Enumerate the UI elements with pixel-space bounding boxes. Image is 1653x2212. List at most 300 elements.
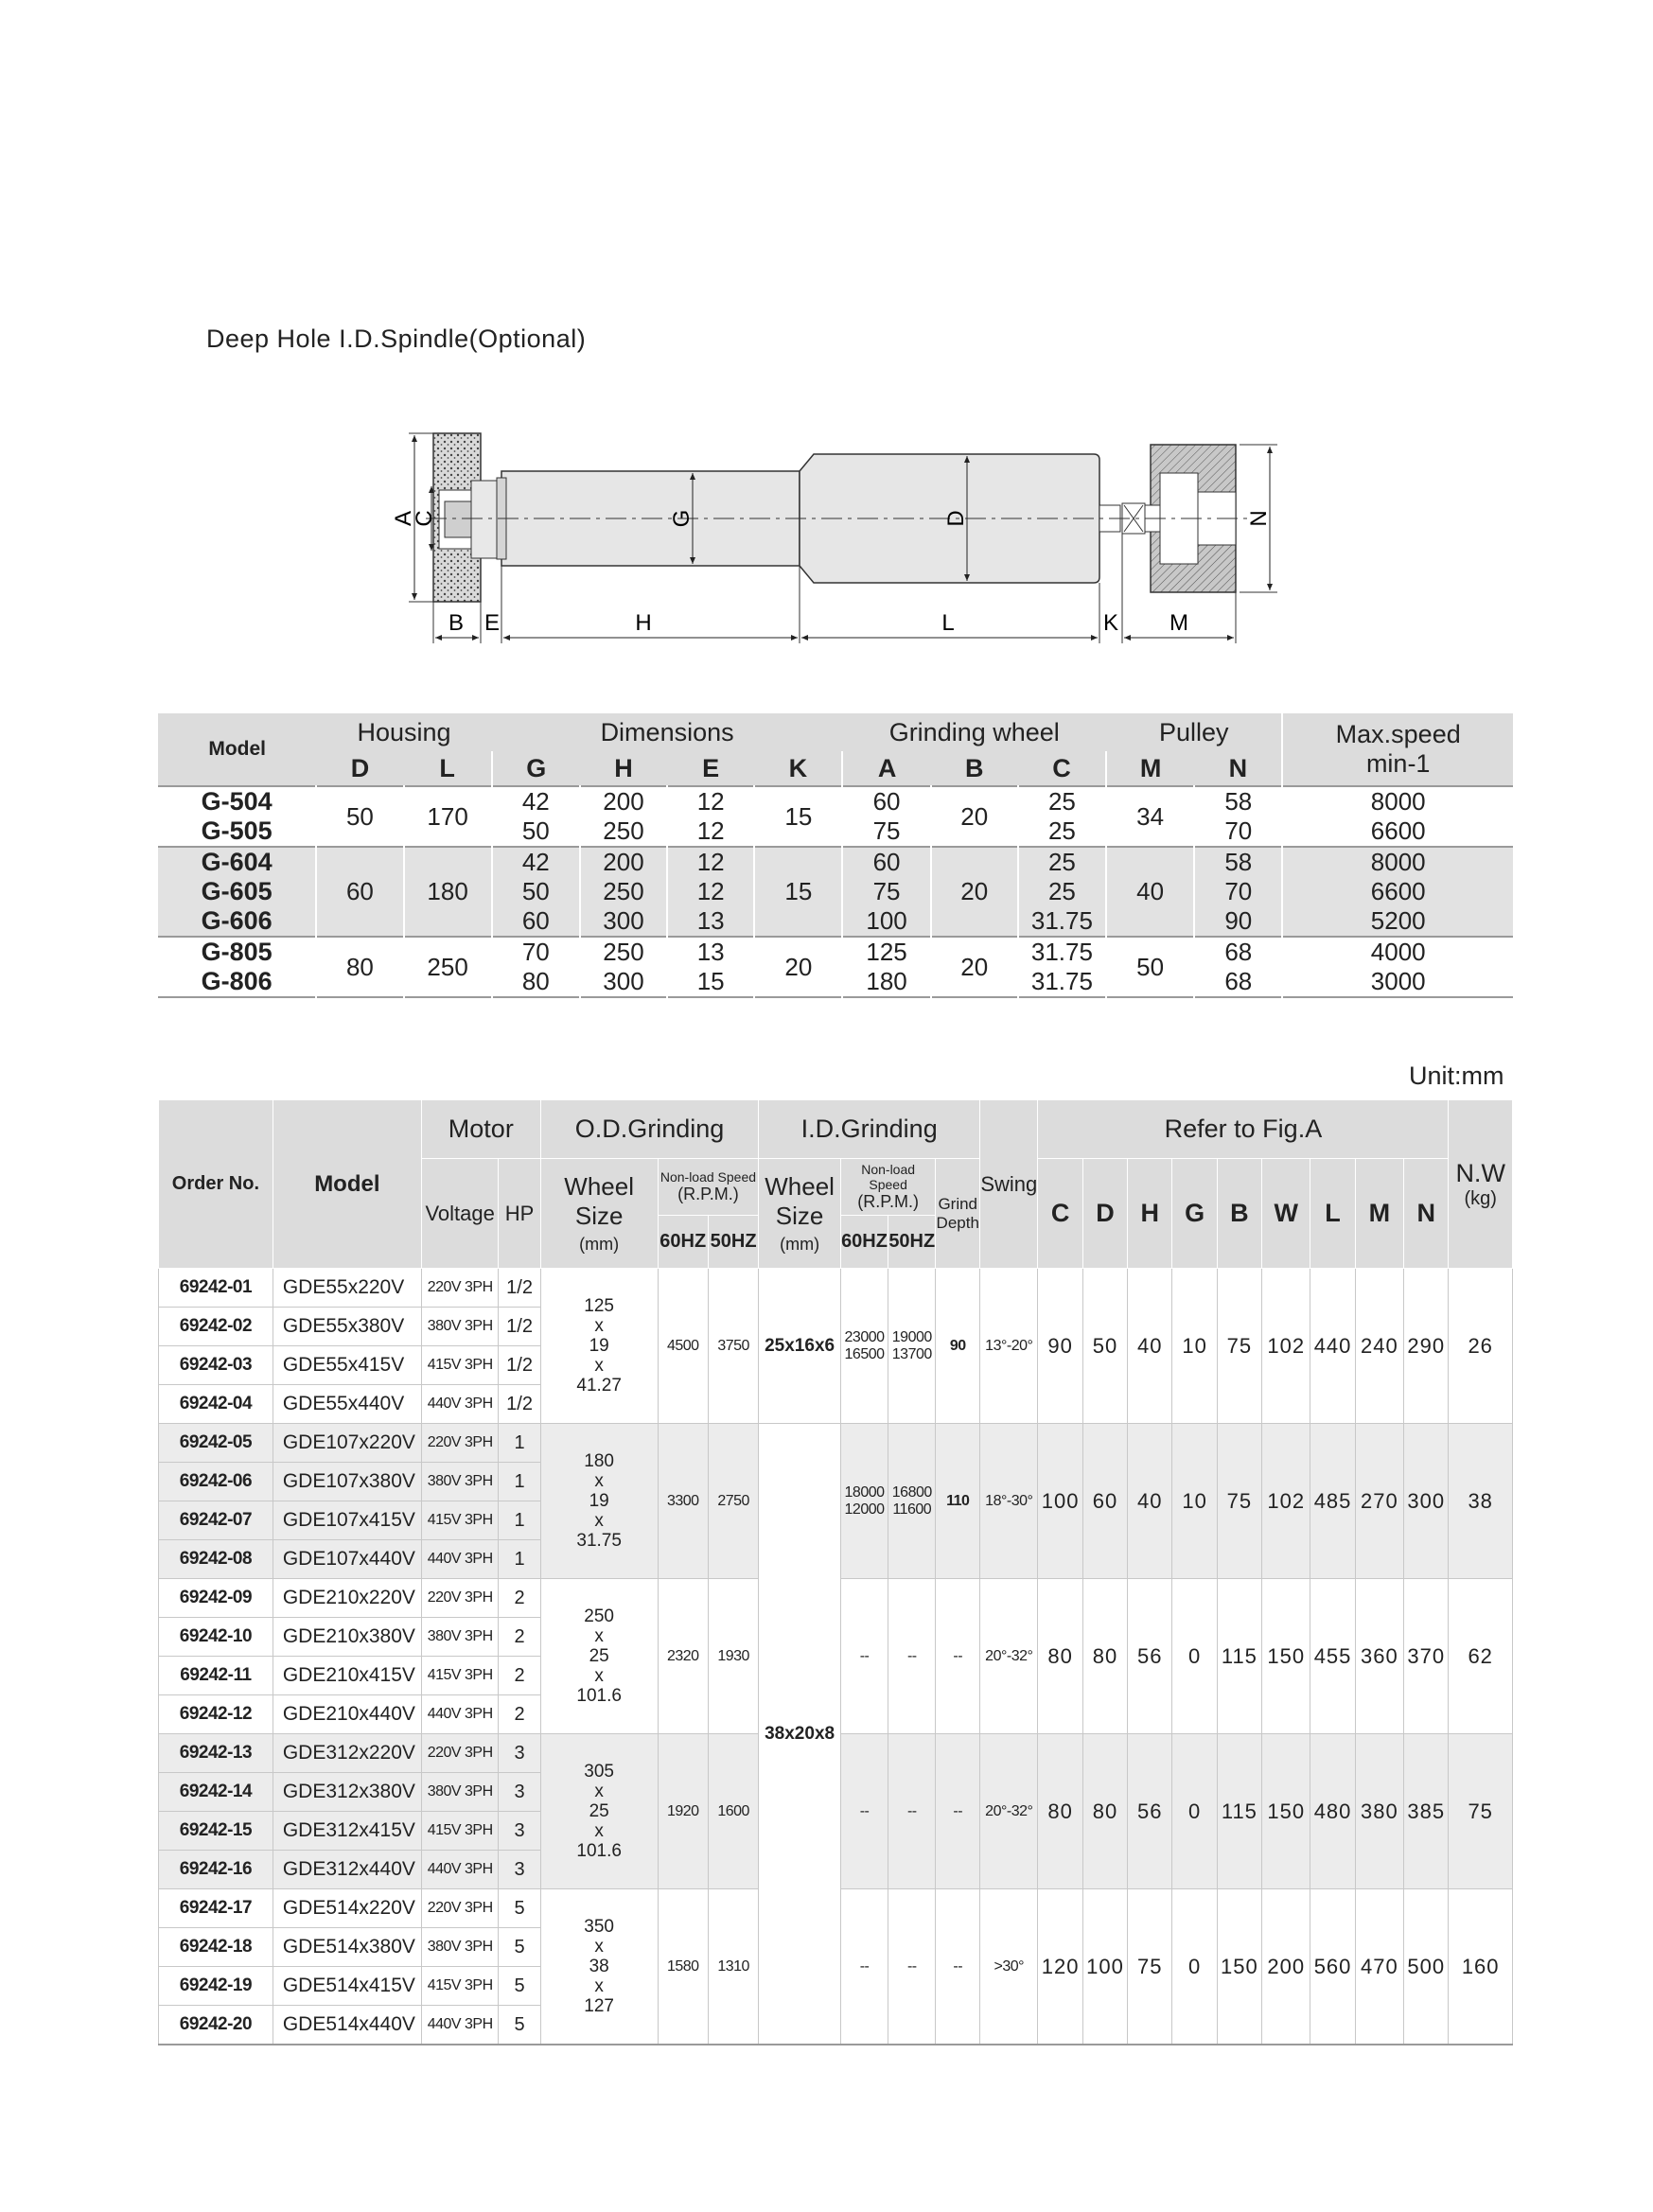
fig-h: 56 <box>1128 1734 1172 1889</box>
fig-m: 470 <box>1355 1889 1403 2045</box>
od-wheel-part: 305 <box>584 1762 614 1782</box>
voltage: 380V 3PH <box>421 1773 499 1812</box>
od-60hz: 3300 <box>658 1424 708 1579</box>
id-60hz <box>840 1734 888 1889</box>
speed-value: 4000 <box>1370 938 1426 966</box>
od-60hz: 4500 <box>658 1269 708 1424</box>
id-60hz-value: -- <box>859 1647 870 1664</box>
id-60hz-value: 16500 <box>844 1345 885 1362</box>
C-value: 31.75 <box>1030 906 1093 935</box>
order-no: 69242-12 <box>159 1695 273 1734</box>
wheel-c <box>1018 786 1106 847</box>
speed-value: 5200 <box>1370 906 1426 935</box>
fig-col-d: D <box>1082 1159 1127 1269</box>
G-value: 80 <box>521 967 550 995</box>
swing: 13°-20° <box>980 1269 1038 1424</box>
H-value: 300 <box>603 967 644 995</box>
C-value: 25 <box>1047 816 1076 845</box>
col-motor: Motor <box>421 1100 540 1159</box>
pulley-m-value: 34 <box>1136 801 1165 831</box>
id-50hz-value: -- <box>906 1957 917 1975</box>
id-60hz-value: -- <box>859 1957 870 1975</box>
model-name: GDE514x415V <box>273 1967 421 2006</box>
col-id-grinding: I.D.Grinding <box>759 1100 980 1159</box>
fig-b: 150 <box>1217 1889 1261 2045</box>
dim-label-b: B <box>448 610 465 636</box>
model-name: GDE210x220V <box>273 1579 421 1618</box>
order-no: 69242-14 <box>159 1773 273 1812</box>
pulley-n <box>1194 937 1282 997</box>
E-value: 15 <box>696 967 725 995</box>
A-value: 100 <box>866 906 907 935</box>
dim-label-k: K <box>1102 610 1119 636</box>
grind-depth: -- <box>936 1579 980 1734</box>
spec-group <box>158 786 1513 847</box>
col-k: K <box>754 751 842 786</box>
E-value: 12 <box>696 848 725 876</box>
dim-k-value: 15 <box>784 801 813 831</box>
dim-label-g: G <box>669 509 695 528</box>
od-wheel-part: x <box>594 1782 604 1801</box>
order-no: 69242-19 <box>159 1967 273 2006</box>
housing-l-value: 170 <box>427 801 468 831</box>
order-no: 69242-04 <box>159 1385 273 1424</box>
model-name: GDE210x440V <box>273 1695 421 1734</box>
od-50hz: 1310 <box>708 1889 758 2045</box>
grind-depth: -- <box>936 1734 980 1889</box>
fig-g: 10 <box>1172 1269 1217 1424</box>
housing-d <box>316 937 403 997</box>
hp: 5 <box>499 1928 540 1967</box>
od-wheel-part: 125 <box>584 1296 614 1316</box>
H-value: 250 <box>603 816 644 845</box>
col-d: D <box>316 751 403 786</box>
model-name: GDE107x220V <box>273 1424 421 1463</box>
order-no: 69242-20 <box>159 2006 273 2045</box>
od-60hz: 1920 <box>658 1734 708 1889</box>
hp: 1 <box>499 1501 540 1540</box>
model-name: G-604 <box>201 848 273 876</box>
model-name: GDE55x415V <box>273 1346 421 1385</box>
fig-h: 40 <box>1128 1424 1172 1579</box>
model-name: GDE107x415V <box>273 1501 421 1540</box>
max-speed <box>1282 937 1513 997</box>
col-order-no: Order No. <box>159 1100 273 1269</box>
col-od-grinding: O.D.Grinding <box>540 1100 759 1159</box>
od-wheel-part: 31.75 <box>576 1531 622 1551</box>
voltage: 415V 3PH <box>421 1812 499 1851</box>
H-value: 250 <box>603 938 644 966</box>
id-60hz-value: 18000 <box>844 1483 885 1501</box>
id-50hz-value: 19000 <box>891 1328 932 1345</box>
order-no: 69242-06 <box>159 1463 273 1501</box>
fig-col-l: L <box>1310 1159 1355 1269</box>
model-name: GDE514x440V <box>273 2006 421 2045</box>
N-value: 58 <box>1224 848 1253 876</box>
fig-col-g: G <box>1172 1159 1217 1269</box>
hp: 3 <box>499 1851 540 1889</box>
model-name: GDE55x440V <box>273 1385 421 1424</box>
order-no: 69242-08 <box>159 1540 273 1579</box>
order-no: 69242-05 <box>159 1424 273 1463</box>
fig-n: 300 <box>1404 1424 1449 1579</box>
voltage: 440V 3PH <box>421 2006 499 2045</box>
G-value: 70 <box>521 938 550 966</box>
col-refer-fig-a: Refer to Fig.A <box>1038 1100 1449 1159</box>
H-value: 250 <box>603 877 644 905</box>
pulley-m <box>1106 847 1194 937</box>
order-no: 69242-13 <box>159 1734 273 1773</box>
C-value: 31.75 <box>1030 938 1093 966</box>
fig-c: 100 <box>1038 1424 1082 1579</box>
C-value: 25 <box>1047 787 1076 816</box>
spec-group <box>158 847 1513 937</box>
model-name: GDE107x380V <box>273 1463 421 1501</box>
od-wheel-part: 25 <box>589 1801 609 1821</box>
H-value: 200 <box>603 848 644 876</box>
dim-k <box>754 937 842 997</box>
col-swing: Swing <box>980 1100 1038 1269</box>
fig-h: 40 <box>1128 1269 1172 1424</box>
dim-label-c: C <box>412 510 437 527</box>
speed-value: 6600 <box>1370 816 1426 845</box>
hp: 5 <box>499 2006 540 2045</box>
E-value: 12 <box>696 816 725 845</box>
E-value: 12 <box>696 787 725 816</box>
id-wheel-size: 25x16x6 <box>759 1269 841 1424</box>
hp: 5 <box>499 1889 540 1928</box>
model-name: GDE210x415V <box>273 1657 421 1695</box>
housing-d-value: 80 <box>345 952 374 981</box>
fig-g: 0 <box>1172 1889 1217 2045</box>
order-no: 69242-02 <box>159 1308 273 1346</box>
fig-d: 80 <box>1082 1579 1127 1734</box>
pulley-m <box>1106 937 1194 997</box>
model-name: G-605 <box>201 877 273 905</box>
fig-n: 290 <box>1404 1269 1449 1424</box>
N-value: 68 <box>1224 938 1253 966</box>
dim-g <box>492 786 580 847</box>
unit-label: Unit:mm <box>1409 1062 1504 1090</box>
order-no: 69242-17 <box>159 1889 273 1928</box>
C-value: 25 <box>1047 848 1076 876</box>
A-value: 180 <box>866 967 907 995</box>
voltage: 415V 3PH <box>421 1501 499 1540</box>
N-value: 68 <box>1224 967 1253 995</box>
voltage: 440V 3PH <box>421 1695 499 1734</box>
fig-n: 370 <box>1404 1579 1449 1734</box>
od-wheel-part: 180 <box>584 1451 614 1471</box>
dim-label-m: M <box>1169 610 1188 636</box>
net-weight: 160 <box>1449 1889 1513 2045</box>
G-value: 60 <box>521 906 550 935</box>
model-cell <box>158 786 316 847</box>
E-value: 13 <box>696 906 725 935</box>
order-no: 69242-11 <box>159 1657 273 1695</box>
od-wheel-part: x <box>594 1316 604 1336</box>
page-title: Deep Hole I.D.Spindle(Optional) <box>206 325 587 353</box>
model-name: GDE312x415V <box>273 1812 421 1851</box>
od-wheel-size <box>540 1579 658 1734</box>
col-voltage: Voltage <box>421 1159 499 1269</box>
dim-e <box>667 937 754 997</box>
hp: 1/2 <box>499 1308 540 1346</box>
hp: 3 <box>499 1773 540 1812</box>
fig-d: 50 <box>1082 1269 1127 1424</box>
fig-l: 455 <box>1310 1579 1355 1734</box>
speed-value: 6600 <box>1370 877 1426 905</box>
od-wheel-size <box>540 1269 658 1424</box>
wheel-a <box>842 937 930 997</box>
N-value: 70 <box>1224 877 1253 905</box>
od-50hz: 1930 <box>708 1579 758 1734</box>
N-value: 70 <box>1224 816 1253 845</box>
od-wheel-part: x <box>594 1356 604 1376</box>
wheel-b-value: 20 <box>960 801 989 831</box>
od-60hz: 1580 <box>658 1889 708 2045</box>
wheel-b <box>931 786 1018 847</box>
fig-col-c: C <box>1038 1159 1082 1269</box>
id-50hz-value: -- <box>906 1802 917 1819</box>
voltage: 380V 3PH <box>421 1463 499 1501</box>
H-value: 200 <box>603 787 644 816</box>
fig-w: 102 <box>1262 1424 1310 1579</box>
col-od-50hz: 50HZ <box>708 1216 758 1269</box>
model-name: GDE312x440V <box>273 1851 421 1889</box>
od-50hz: 1600 <box>708 1734 758 1889</box>
fig-col-h: H <box>1128 1159 1172 1269</box>
fig-c: 120 <box>1038 1889 1082 2045</box>
col-id-60hz: 60HZ <box>840 1216 888 1269</box>
voltage: 415V 3PH <box>421 1346 499 1385</box>
dim-e <box>667 786 754 847</box>
wheel-b-value: 20 <box>960 952 989 981</box>
od-wheel-part: 350 <box>584 1917 614 1937</box>
dim-k <box>754 847 842 937</box>
od-wheel-part: x <box>594 1471 604 1491</box>
order-row <box>159 1269 1513 1308</box>
voltage: 380V 3PH <box>421 1308 499 1346</box>
fig-d: 100 <box>1082 1889 1127 2045</box>
voltage: 440V 3PH <box>421 1851 499 1889</box>
hp: 2 <box>499 1695 540 1734</box>
od-wheel-part: x <box>594 1937 604 1957</box>
id-50hz-value: 11600 <box>892 1501 932 1518</box>
G-value: 50 <box>521 816 550 845</box>
fig-d: 80 <box>1082 1734 1127 1889</box>
net-weight: 62 <box>1449 1579 1513 1734</box>
voltage: 380V 3PH <box>421 1928 499 1967</box>
col-m: M <box>1106 751 1194 786</box>
fig-l: 440 <box>1310 1269 1355 1424</box>
id-50hz <box>888 1889 936 2045</box>
od-50hz: 3750 <box>708 1269 758 1424</box>
od-wheel-part: 127 <box>584 1996 614 2016</box>
swing: 20°-32° <box>980 1579 1038 1734</box>
housing-l <box>404 847 492 937</box>
col-model: Model <box>158 713 316 786</box>
grind-depth: 110 <box>936 1424 980 1579</box>
dim-h <box>580 937 667 997</box>
fig-n: 385 <box>1404 1734 1449 1889</box>
spindle-drawing <box>350 407 1306 653</box>
col-pulley: Pulley <box>1106 713 1282 751</box>
hp: 5 <box>499 1967 540 2006</box>
hp: 2 <box>499 1579 540 1618</box>
id-50hz <box>888 1424 936 1579</box>
hp: 1/2 <box>499 1269 540 1308</box>
col-id-50hz: 50HZ <box>888 1216 936 1269</box>
col-b: B <box>931 751 1018 786</box>
col-h: H <box>580 751 667 786</box>
fig-l: 560 <box>1310 1889 1355 2045</box>
fig-d: 60 <box>1082 1424 1127 1579</box>
fig-w: 102 <box>1262 1269 1310 1424</box>
swing: 18°-30° <box>980 1424 1038 1579</box>
dim-label-d: D <box>943 510 969 527</box>
pulley-m-value: 50 <box>1136 952 1165 981</box>
fig-b: 75 <box>1217 1269 1261 1424</box>
order-no: 69242-09 <box>159 1579 273 1618</box>
H-value: 300 <box>603 906 644 935</box>
wheel-b <box>931 847 1018 937</box>
od-wheel-part: 25 <box>589 1646 609 1666</box>
E-value: 13 <box>696 938 725 966</box>
housing-d <box>316 786 403 847</box>
dim-label-n: N <box>1246 510 1272 527</box>
col-dimensions: Dimensions <box>492 713 843 751</box>
id-60hz <box>840 1269 888 1424</box>
G-value: 42 <box>521 787 550 816</box>
model-cell <box>158 847 316 937</box>
pulley-m-value: 40 <box>1136 877 1165 905</box>
fig-col-n: N <box>1404 1159 1449 1269</box>
fig-l: 480 <box>1310 1734 1355 1889</box>
col-c: C <box>1018 751 1106 786</box>
housing-l-value: 250 <box>427 952 468 981</box>
dim-k-value: 20 <box>784 952 813 981</box>
voltage: 415V 3PH <box>421 1967 499 2006</box>
hp: 1 <box>499 1540 540 1579</box>
A-value: 60 <box>872 787 901 816</box>
speed-value: 3000 <box>1370 967 1426 995</box>
col-grind-depth: Grind Depth <box>936 1159 980 1269</box>
housing-d-value: 50 <box>345 801 374 831</box>
voltage: 220V 3PH <box>421 1579 499 1618</box>
net-weight: 26 <box>1449 1269 1513 1424</box>
dim-e <box>667 847 754 937</box>
col-hp: HP <box>499 1159 540 1269</box>
dim-k <box>754 786 842 847</box>
net-weight: 75 <box>1449 1734 1513 1889</box>
model-name: G-504 <box>201 787 273 816</box>
fig-m: 270 <box>1355 1424 1403 1579</box>
C-value: 31.75 <box>1030 967 1093 995</box>
voltage: 220V 3PH <box>421 1424 499 1463</box>
fig-b: 75 <box>1217 1424 1261 1579</box>
model-cell <box>158 937 316 997</box>
wheel-b <box>931 937 1018 997</box>
fig-m: 360 <box>1355 1579 1403 1734</box>
fig-h: 56 <box>1128 1579 1172 1734</box>
grind-depth: -- <box>936 1889 980 2045</box>
order-no: 69242-07 <box>159 1501 273 1540</box>
voltage: 415V 3PH <box>421 1657 499 1695</box>
dim-label-h: H <box>635 610 652 636</box>
fig-w: 150 <box>1262 1734 1310 1889</box>
fig-g: 0 <box>1172 1734 1217 1889</box>
fig-n: 500 <box>1404 1889 1449 2045</box>
fig-b: 115 <box>1217 1734 1261 1889</box>
A-value: 125 <box>866 938 907 966</box>
model-name: GDE55x220V <box>273 1269 421 1308</box>
id-60hz-value: 12000 <box>844 1501 885 1518</box>
fig-b: 115 <box>1217 1579 1261 1734</box>
N-value: 90 <box>1224 906 1253 935</box>
speed-value: 8000 <box>1370 787 1426 816</box>
od-wheel-part: 101.6 <box>576 1841 622 1861</box>
od-wheel-part: 101.6 <box>576 1686 622 1706</box>
model-name: GDE210x380V <box>273 1618 421 1657</box>
col-a: A <box>842 751 930 786</box>
hp: 1/2 <box>499 1346 540 1385</box>
fig-w: 150 <box>1262 1579 1310 1734</box>
od-wheel-part: x <box>594 1511 604 1531</box>
spindle-spec-table <box>158 713 1513 998</box>
hp: 2 <box>499 1657 540 1695</box>
dim-label-a: A <box>391 510 416 527</box>
od-wheel-size <box>540 1424 658 1579</box>
voltage: 220V 3PH <box>421 1269 499 1308</box>
fig-m: 380 <box>1355 1734 1403 1889</box>
id-50hz-value: 16800 <box>891 1483 932 1501</box>
model-name: GDE514x220V <box>273 1889 421 1928</box>
od-50hz: 2750 <box>708 1424 758 1579</box>
id-60hz-value: -- <box>859 1802 870 1819</box>
id-60hz <box>840 1889 888 2045</box>
order-no: 69242-03 <box>159 1346 273 1385</box>
dim-g <box>492 847 580 937</box>
hp: 3 <box>499 1734 540 1773</box>
swing: >30° <box>980 1889 1038 2045</box>
voltage: 220V 3PH <box>421 1889 499 1928</box>
col-od-60hz: 60HZ <box>658 1216 708 1269</box>
grind-depth: 90 <box>936 1269 980 1424</box>
voltage: 380V 3PH <box>421 1618 499 1657</box>
col-housing: Housing <box>316 713 491 751</box>
fig-c: 80 <box>1038 1579 1082 1734</box>
model-name: G-805 <box>201 938 273 966</box>
C-value: 25 <box>1047 877 1076 905</box>
fig-l: 485 <box>1310 1424 1355 1579</box>
order-no: 69242-16 <box>159 1851 273 1889</box>
fig-c: 90 <box>1038 1269 1082 1424</box>
od-wheel-part: 19 <box>589 1336 609 1356</box>
model-name: G-606 <box>201 906 273 935</box>
E-value: 12 <box>696 877 725 905</box>
order-no: 69242-10 <box>159 1618 273 1657</box>
housing-l-value: 180 <box>427 877 468 905</box>
voltage: 440V 3PH <box>421 1540 499 1579</box>
fig-col-b: B <box>1217 1159 1261 1269</box>
id-60hz <box>840 1424 888 1579</box>
fig-g: 10 <box>1172 1424 1217 1579</box>
col-e: E <box>667 751 754 786</box>
dim-label-l: L <box>941 610 955 636</box>
fig-c: 80 <box>1038 1734 1082 1889</box>
fig-m: 240 <box>1355 1269 1403 1424</box>
model-name: G-505 <box>201 816 273 845</box>
